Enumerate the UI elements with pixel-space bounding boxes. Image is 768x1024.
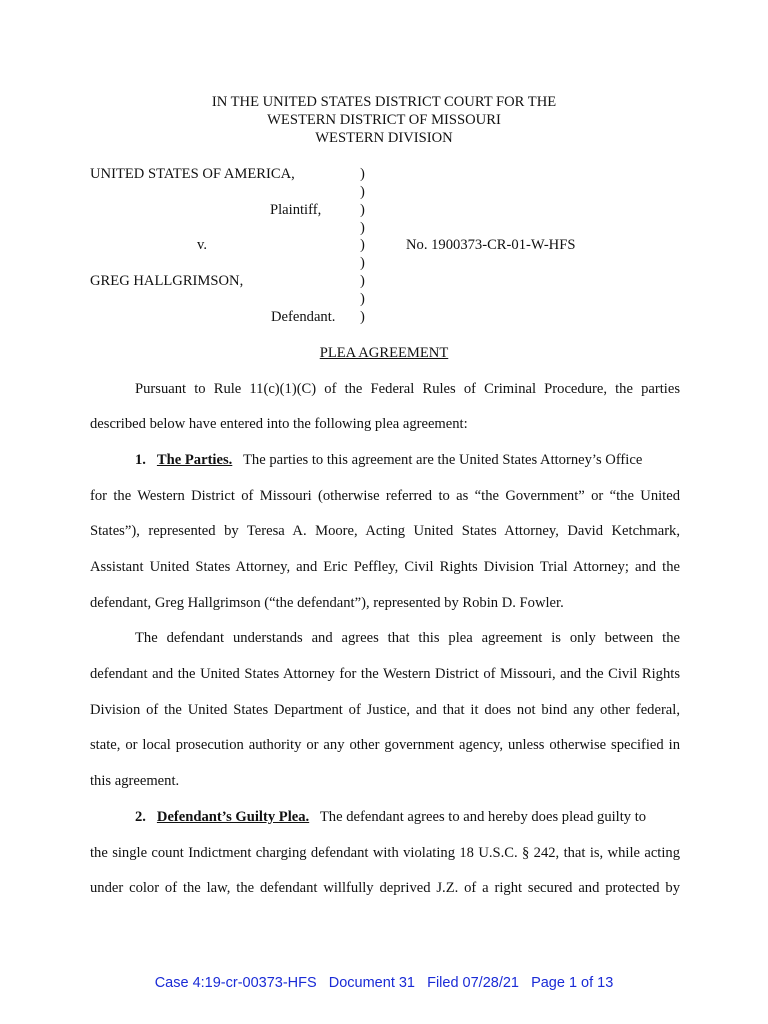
section-2-heading: Defendant’s Guilty Plea. <box>156 809 310 825</box>
section-1-line-4: Assistant United States Attorney, and Eric Peffley, Civil Rights Division Trial Attorney; and the <box>90 559 680 575</box>
section-2-line-2: the single count Indictment charging defendant with violating 18 U.S.C. § 242, that is, while acting <box>90 845 680 861</box>
caption-paren: ) <box>360 291 365 307</box>
section-1-first-line <box>135 452 642 469</box>
caption-paren: ) <box>360 237 365 253</box>
section-1-line-1: The parties to this agreement are the United States Attorney’s Office <box>242 452 643 468</box>
court-header-line-1: IN THE UNITED STATES DISTRICT COURT FOR THE <box>211 94 557 110</box>
section-1-line-2: for the Western District of Missouri (otherwise referred to as “the Government” or “the United <box>90 488 680 504</box>
intro-line-2: described below have entered into the following plea agreement: <box>90 416 468 432</box>
paragraph-2-line-2: defendant and the United States Attorney for the Western District of Missouri, and the Civil Rights <box>90 666 680 682</box>
caption-paren: ) <box>360 202 365 218</box>
caption-paren: ) <box>360 220 365 236</box>
paragraph-2-line-5: this agreement. <box>90 773 180 789</box>
defendant-role: Defendant. <box>271 309 336 325</box>
plaintiff-role: Plaintiff, <box>270 202 322 218</box>
defendant-name: GREG HALLGRIMSON, <box>90 273 244 289</box>
case-filing-footer: Case 4:19-cr-00373-HFS Document 31 Filed 07/28/21 Page 1 of 13 <box>154 975 614 991</box>
section-1-number: 1. <box>135 452 146 468</box>
court-header-line-3: WESTERN DIVISION <box>315 130 453 146</box>
caption-paren: ) <box>360 255 365 271</box>
intro-line-1: Pursuant to Rule 11(c)(1)(C) of the Federal Rules of Criminal Procedure, the parties <box>135 381 680 397</box>
paragraph-2-line-3: Division of the United States Department of Justice, and that it does not bind any other federal, <box>90 702 680 718</box>
document-title: PLEA AGREEMENT <box>319 345 449 361</box>
versus: v. <box>197 237 207 253</box>
section-2-first-line <box>135 809 646 826</box>
caption-paren: ) <box>360 309 365 325</box>
caption-paren: ) <box>360 273 365 289</box>
section-1-line-5: defendant, Greg Hallgrimson (“the defendant”), represented by Robin D. Fowler. <box>90 595 564 611</box>
section-1-heading: The Parties. <box>156 452 233 468</box>
paragraph-2-line-4: state, or local prosecution authority or any other government agency, unless otherwise specified in <box>90 737 680 753</box>
case-number: No. 1900373-CR-01-W-HFS <box>406 237 576 253</box>
paragraph-2-line-1: The defendant understands and agrees that this plea agreement is only between the <box>135 630 680 646</box>
caption-paren: ) <box>360 184 365 200</box>
caption-paren: ) <box>360 166 365 182</box>
section-2-number: 2. <box>135 809 146 825</box>
plaintiff-name: UNITED STATES OF AMERICA, <box>90 166 295 182</box>
section-2-line-1: The defendant agrees to and hereby does plead guilty to <box>319 809 647 825</box>
section-1-line-3: States”), represented by Teresa A. Moore, Acting United States Attorney, David Ketchmark, <box>90 523 680 539</box>
section-2-line-3: under color of the law, the defendant willfully deprived J.Z. of a right secured and protected by <box>90 880 680 896</box>
court-header-line-2: WESTERN DISTRICT OF MISSOURI <box>267 112 501 128</box>
